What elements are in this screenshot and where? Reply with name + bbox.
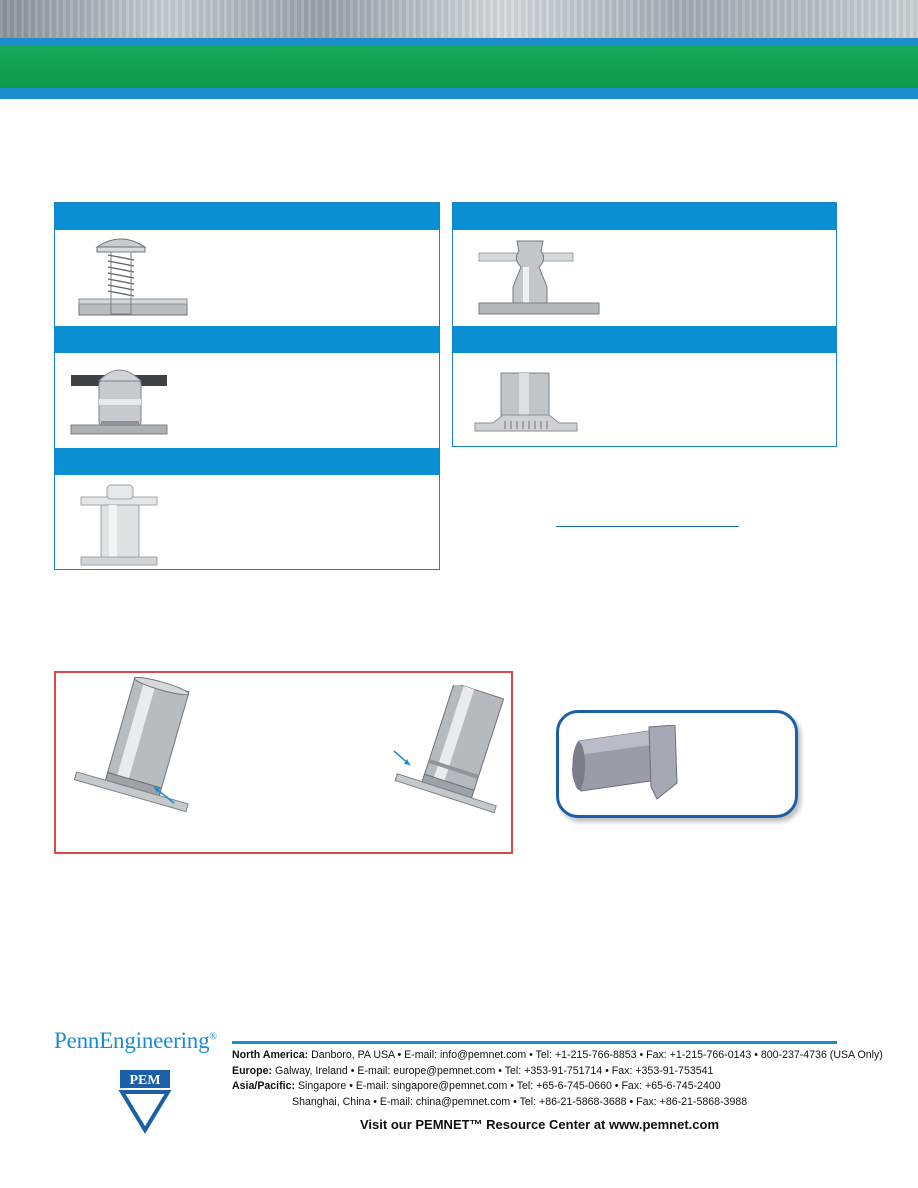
pin-image <box>567 725 687 803</box>
contact-line-europe <box>232 1064 883 1080</box>
pin-image-frame <box>556 710 798 818</box>
region-label: Europe: <box>232 1064 273 1077</box>
contact-details: Singapore • E-mail: singapore@pemnet.com • Tel: +65-6-745-0660 • Fax: +65-6-745-2400 <box>297 1080 721 1092</box>
footer-rule <box>232 1041 837 1044</box>
product-panel-right <box>452 202 837 447</box>
registered-mark: ® <box>209 1031 217 1043</box>
panel-header-bar <box>453 203 836 230</box>
pem-logo <box>118 1068 172 1134</box>
panel-header-bar <box>55 448 439 475</box>
contact-line-north-america <box>232 1048 883 1064</box>
tilted-standoff-right-image <box>386 685 526 825</box>
panel-header-bar <box>55 203 439 230</box>
link-underline <box>556 526 739 527</box>
header-green-band <box>0 46 918 88</box>
contact-block <box>232 1048 883 1110</box>
pem-logo-text: PEM <box>129 1073 161 1088</box>
header-metal-strip <box>0 0 918 38</box>
snap-top-standoff-image <box>477 237 607 322</box>
callout-box <box>54 671 513 854</box>
tilted-standoff-left-image <box>72 677 212 822</box>
region-label: North America: <box>232 1049 309 1061</box>
standoff-image <box>79 483 189 568</box>
product-panel-left <box>54 202 440 570</box>
captive-screw-image <box>75 233 195 323</box>
flush-fastener-image <box>69 361 189 441</box>
region-label: Asia/Pacific: <box>232 1080 296 1092</box>
panel-header-bar <box>55 326 439 353</box>
pennengineering-wordmark <box>54 1028 217 1054</box>
resource-center-line: Visit our PEMNET™ Resource Center at www.pemnet.com <box>360 1117 720 1132</box>
press-nut-image <box>473 371 583 436</box>
contact-details: Shanghai, China • E-mail: china@pemnet.com • Tel: +86-21-5868-3688 • Fax: +86-21-5868-3988 <box>292 1095 748 1108</box>
header-blue-stripe-bottom <box>0 88 918 99</box>
contact-details: Danboro, PA USA • E-mail: info@pemnet.com • Tel: +1-215-766-8853 • Fax: +1-215-766-0143 • 800-237-4736 (USA Only) <box>311 1049 883 1061</box>
contact-details: Galway, Ireland • E-mail: europe@pemnet.com • Tel: +353-91-751714 • Fax: +353-91-753541 <box>274 1064 714 1077</box>
contact-line-asia-pacific <box>232 1079 883 1095</box>
header-blue-stripe-top <box>0 38 918 46</box>
brand-name: PennEngineering <box>54 1028 210 1053</box>
contact-line-shanghai <box>232 1095 883 1111</box>
panel-header-bar <box>453 326 836 353</box>
